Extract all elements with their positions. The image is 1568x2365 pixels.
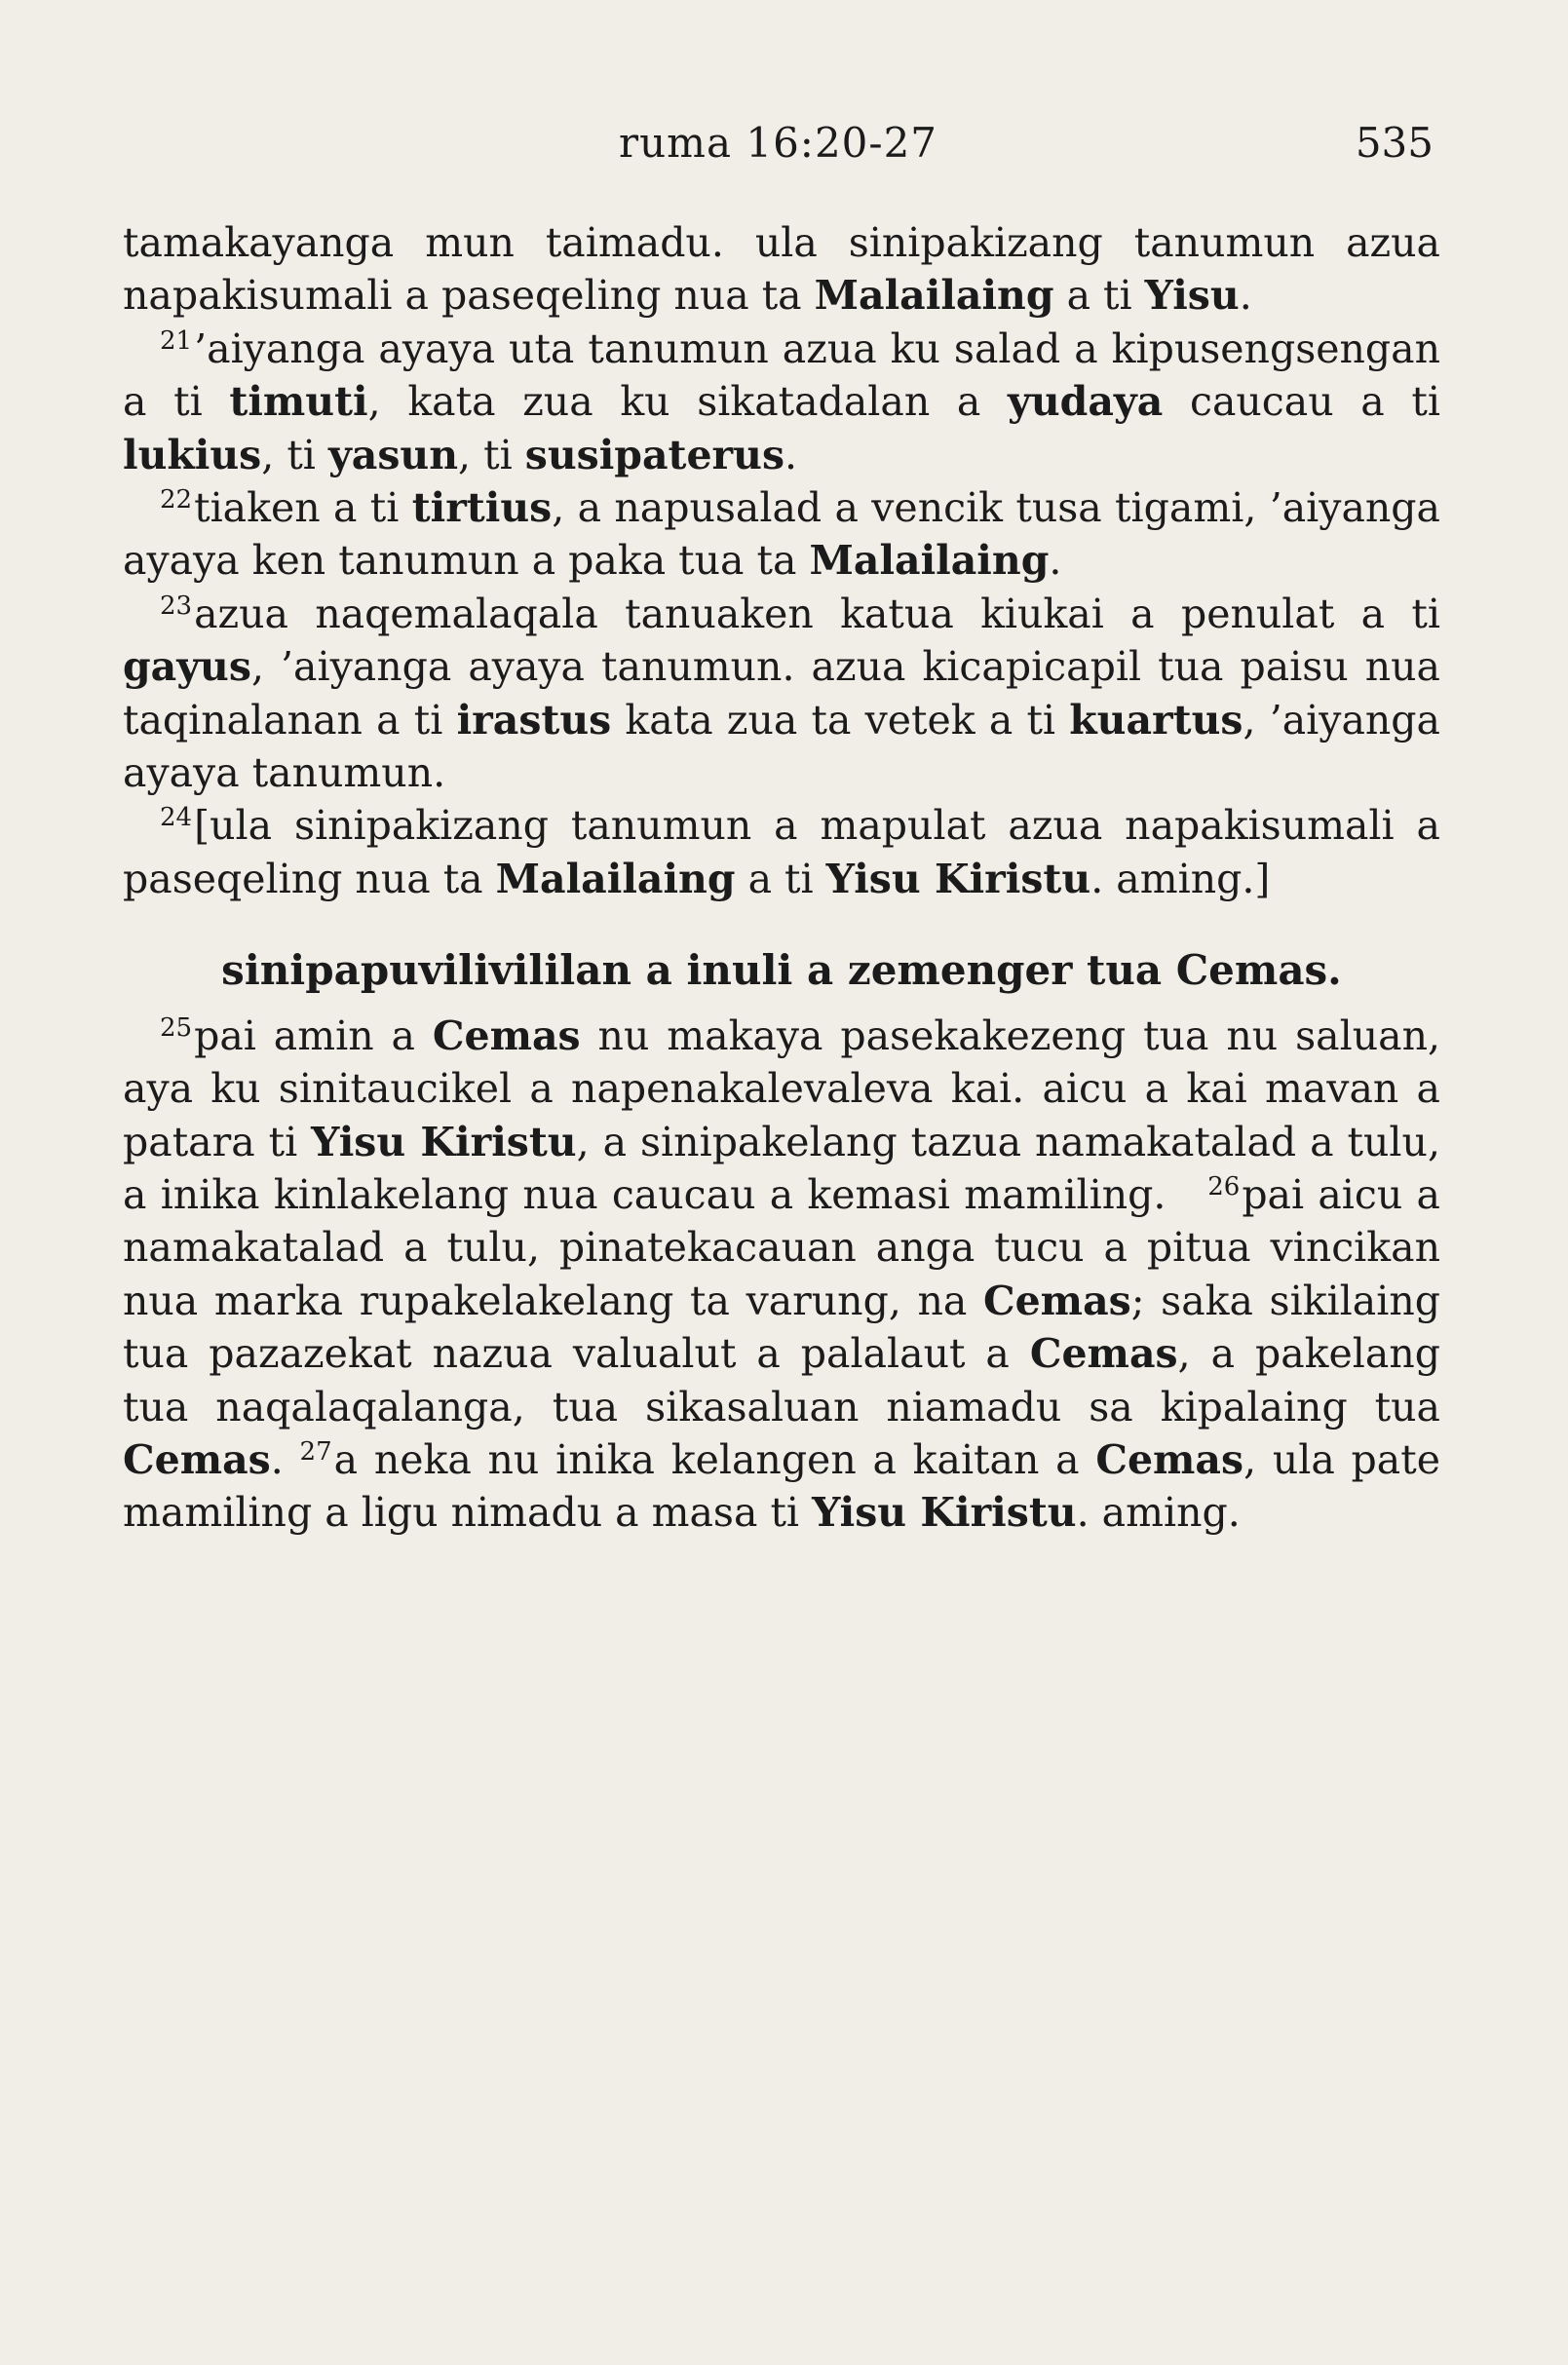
verse-text: . (1049, 537, 1062, 585)
verse-text: , ’aiyanga ayaya tanumun. (123, 696, 1440, 797)
verse-23 (123, 588, 1440, 800)
bold-name: Yisu Kiristu (311, 1118, 577, 1165)
verse-text: a neka nu inika kelangen a kaitan a (333, 1435, 1096, 1483)
verse-text: . (784, 431, 798, 478)
bold-name: timuti (229, 378, 368, 426)
bold-name: susipaterus (524, 431, 785, 478)
bold-name: yasun (327, 431, 459, 478)
verse-text: , a pakelang tua naqalaqalanga, tua sikasaluan niamadu sa kipalaing tua (123, 1330, 1440, 1430)
verse-text: azua naqemalaqala tanuaken katua kiukai a penulat a ti (194, 590, 1440, 637)
bold-name: tirtius (411, 484, 553, 532)
bold-name: Malailaing (814, 272, 1054, 320)
section-heading: sinipapuvilivililan a inuli a zemenger tua Cemas. (221, 946, 1342, 995)
verse-text: , a napusalad a vencik tusa tigami, ’aiyanga ayaya ken tanumun a paka tua ta (123, 484, 1440, 585)
verse-text: tiaken a ti (194, 484, 412, 532)
verse-number: 25 (160, 1012, 193, 1043)
bold-name: Malailaing (809, 537, 1050, 585)
verse-text: nu makaya pasekakezeng tua nu saluan, aya ku sinitaucikel a napenakalevaleva kai. aicu a kai mavan a patara ti (123, 1011, 1441, 1165)
verse-21 (123, 323, 1440, 481)
verse-text: . aming.] (1090, 855, 1271, 902)
bold-name: yudaya (1008, 378, 1164, 426)
verse-text: [ula sinipakizang tanumun a mapulat azua napakisumali a paseqeling nua ta (123, 802, 1440, 902)
bold-name: kuartus (1069, 696, 1243, 744)
verse-number: 21 (160, 325, 193, 356)
bold-name: Malailaing (495, 855, 736, 902)
verse-number: 22 (160, 485, 193, 515)
bold-name: Cemas (982, 1277, 1131, 1324)
verse-text: , ti (458, 431, 525, 478)
verse-20-continuation (123, 216, 1440, 323)
running-title: ruma 16:20-27 (619, 119, 938, 167)
verse-text: kata zua ta vetek a ti (611, 696, 1070, 744)
bold-name: Yisu Kiristu (812, 1489, 1077, 1537)
verse-25-26 (123, 1010, 1440, 1540)
verse-text: ’aiyanga ayaya uta tanumun azua ku salad a kipusengsengan a ti (123, 324, 1440, 426)
verse-number: 24 (160, 803, 193, 833)
bold-name: Yisu Kiristu (825, 855, 1091, 902)
verse-text: . (270, 1435, 284, 1483)
verse-text: , a sinipakelang tazua namakatalad a tulu, a inika kinlakelang nua caucau a kemasi mamiling. (123, 1118, 1440, 1218)
verse-text: pai amin a (194, 1011, 433, 1059)
verse-text: pai aicu a namakatalad a tulu, pinatekacauan anga tucu a pitua vincikan nua marka rupakelakelang ta varung, na (123, 1170, 1440, 1324)
bold-name: Cemas (123, 1435, 271, 1483)
bold-name: Cemas (432, 1011, 581, 1059)
verse-text: . (1239, 272, 1252, 320)
verse-text: , ula pate mamiling a ligu nimadu a masa ti (123, 1435, 1440, 1537)
verse-text: a ti (735, 855, 826, 902)
page-header (0, 119, 1568, 177)
verse-text: ; saka sikilaing tua pazazekat nazua valualut a palalaut a (123, 1277, 1440, 1378)
verse-number: 23 (160, 591, 193, 621)
verse-text: , ti (261, 431, 328, 478)
verse-text: a ti (1053, 272, 1145, 320)
verse-text: , ’aiyanga ayaya tanumun. azua kicapicapil tua paisu nua taqinalanan a ti (123, 643, 1440, 744)
verse-text: , kata zua ku sikatadalan a (367, 378, 1009, 426)
verse-24 (123, 799, 1440, 905)
bold-name: Cemas (1095, 1435, 1244, 1483)
verse-number: 26 (1207, 1171, 1241, 1202)
verse-number: 27 (299, 1436, 332, 1467)
bold-name: irastus (456, 696, 612, 744)
verse-text: caucau a ti (1163, 378, 1440, 426)
bold-name: lukius (123, 431, 262, 478)
bold-name: Cemas (1029, 1330, 1178, 1378)
bold-name: Yisu (1144, 272, 1240, 320)
body-text (123, 216, 1440, 1540)
verse-text: tamakayanga mun taimadu. ula sinipakizang tanumun azua napakisumali a paseqeling nua ta (123, 219, 1440, 320)
bold-name: gayus (123, 643, 251, 691)
verse-text: . aming. (1076, 1489, 1241, 1537)
page-number: 535 (1355, 119, 1434, 167)
verse-22 (123, 481, 1440, 588)
